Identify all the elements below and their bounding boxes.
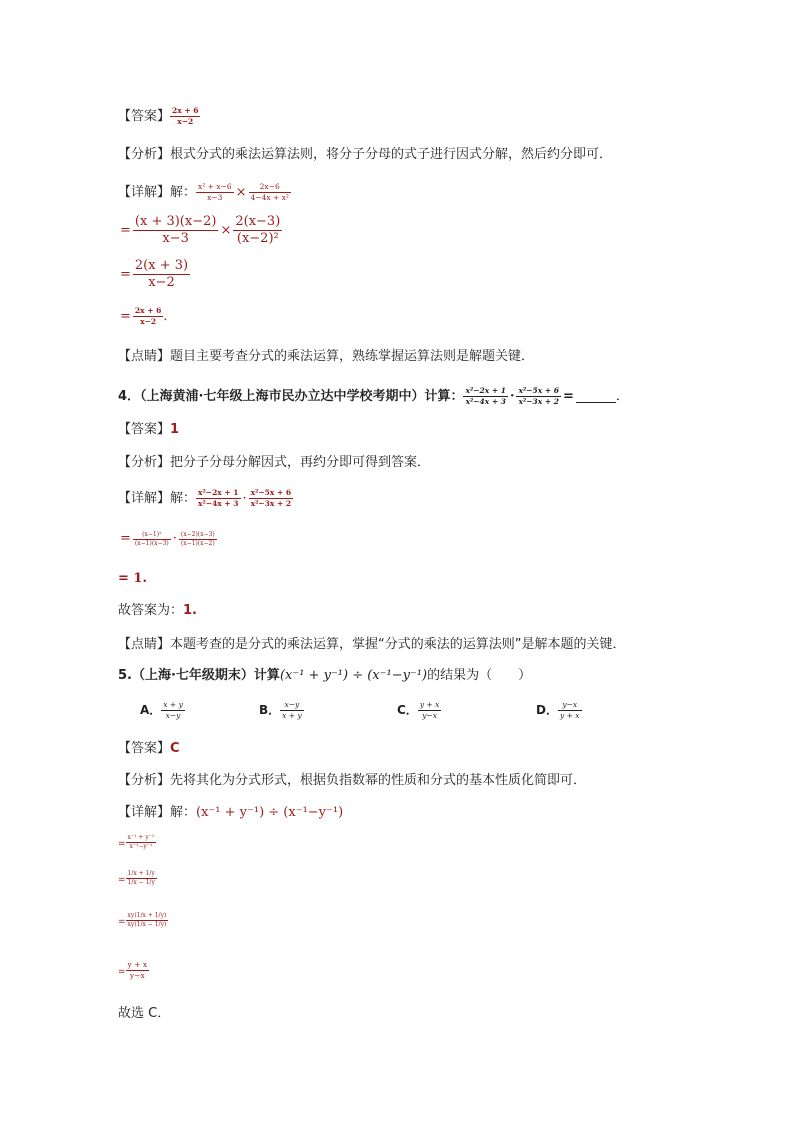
numerator: x²−2x + 1 [198, 488, 239, 497]
option-label: D． [536, 703, 558, 717]
numerator: 2(x−3) [235, 214, 281, 229]
analysis-label: 【分析】 [118, 147, 171, 162]
denominator: x−2 [148, 275, 175, 290]
denominator: x²−3x + 2 [518, 397, 559, 406]
denominator: x²−4x + 3 [465, 397, 506, 406]
q5-step4-fraction [126, 960, 150, 981]
option-fraction [558, 700, 582, 721]
q4-step2-line [118, 530, 217, 549]
comment-label: 【点睛】 [118, 349, 171, 364]
q4-analysis-text: 把分子分母分解因式，再约分即可得到答案． [170, 455, 431, 470]
numerator: x + y [163, 700, 183, 709]
option-label: B． [259, 703, 281, 717]
q3-analysis-text: 根式分式的乘法运算法则，将分子分母的式子进行因式分解，然后约分即可． [170, 147, 613, 162]
equals-sign: = [118, 875, 126, 885]
q3-step4-fraction [133, 306, 163, 327]
q3-step3-fraction [133, 258, 190, 291]
numerator: y + x [419, 700, 440, 709]
q4-stem-fraction-2 [516, 386, 560, 407]
equals-sign: = [120, 308, 131, 324]
q3-step2-line [118, 214, 282, 247]
denominator: x²−3x + 2 [250, 499, 292, 508]
q3-answer-line [118, 106, 200, 127]
q5-analysis-text: 先将其化为分式形式，根据负指数幂的性质和分式的基本性质化简即可． [170, 773, 587, 788]
q4-detail-fraction-1 [196, 488, 240, 509]
q4-step2-fraction-2 [179, 531, 217, 548]
q5-step3-line [118, 912, 168, 931]
denominator: x⁻¹−y⁻¹ [129, 843, 153, 850]
denominator: y−x [422, 711, 437, 720]
option-fraction [280, 700, 304, 721]
denominator: 1/x − 1/y [127, 879, 155, 886]
denominator: 4−4x + x² [250, 193, 289, 202]
q4-answer-line [118, 421, 179, 439]
q5-stem-suffix: 的结果为（ ） [427, 668, 532, 683]
numerator: y−x [558, 700, 582, 711]
q3-comment-text: 题目主要考查分式的乘法运算，熟练掌握运算法则是解题关键． [170, 349, 535, 364]
times-sign: × [235, 184, 247, 200]
q4-conclusion-line [118, 602, 197, 620]
q4-analysis-line [118, 454, 430, 472]
times-sign: × [220, 222, 232, 238]
q5-detail-expression: (x⁻¹ + y⁻¹) ÷ (x⁻¹−y⁻¹) [196, 805, 344, 820]
dot-sign: · [509, 388, 515, 404]
q4-step2-fraction-1 [133, 531, 171, 548]
q4-stem-prefix: 4．（上海黄浦·七年级上海市民办立达中学校考期中）计算： [118, 389, 464, 404]
q5-step1-line [118, 834, 156, 853]
detail-label: 【详解】 [118, 491, 171, 506]
q4-stem-line [118, 386, 629, 407]
numerator: 2(x + 3) [134, 258, 189, 273]
q3-step3-line [118, 258, 190, 291]
analysis-label: 【分析】 [118, 455, 171, 470]
denominator: y + x [559, 711, 580, 720]
q3-step2-fraction-1 [133, 214, 219, 247]
q4-detail-prefix: 解： [170, 491, 197, 506]
q4-detail-fraction-2 [249, 488, 293, 509]
q5-stem-expression: (x⁻¹ + y⁻¹) ÷ (x⁻¹−y⁻¹) [279, 668, 428, 683]
q5-option-c[interactable] [397, 700, 441, 721]
q3-analysis-line [118, 146, 612, 164]
q5-option-b[interactable] [259, 700, 304, 721]
numerator: 2x−6 [249, 182, 291, 193]
equals-sign: = [118, 917, 126, 927]
denominator: x−2 [177, 117, 194, 126]
option-label: C． [397, 703, 418, 717]
q3-step2-fraction-2 [233, 214, 282, 247]
option-fraction [161, 700, 185, 721]
option-fraction [418, 700, 442, 721]
q5-step1-fraction [126, 834, 157, 851]
equals-sign: = [120, 531, 131, 546]
numerator: x² + x−6 [198, 182, 232, 191]
denominator: x + y [282, 711, 302, 720]
q5-option-d[interactable] [536, 700, 582, 721]
dot-sign: · [242, 490, 247, 506]
numerator: y + x [127, 960, 148, 969]
numerator: xy(1/x + 1/y) [127, 912, 167, 919]
equals-sign: = [118, 839, 126, 849]
equals-sign: = [120, 266, 131, 282]
answer-label: 【答案】 [118, 422, 171, 437]
q3-detail-line [118, 182, 291, 203]
numerator: 2x + 6 [134, 306, 162, 315]
q4-comment-text: 本题考查的是分式的乘法运算，掌握“分式的乘法的运算法则”是解本题的关键． [170, 637, 626, 652]
q4-result-line: = 1. [118, 571, 147, 586]
answer-label: 【答案】 [118, 109, 171, 124]
denominator: x−y [165, 711, 181, 720]
q3-step1-fraction-2 [249, 182, 291, 203]
numerator: x−y [280, 700, 304, 711]
q4-answer-value: 1 [170, 422, 180, 437]
q5-detail-prefix: 解： [170, 805, 197, 820]
numerator: 1/x + 1/y [127, 870, 155, 877]
q5-stem-line [118, 667, 531, 685]
denominator: y−x [129, 971, 145, 980]
q5-option-a[interactable] [140, 700, 185, 721]
period: ． [163, 309, 177, 324]
numerator: x²−2x + 1 [465, 386, 506, 395]
detail-label: 【详解】 [118, 185, 171, 200]
q3-detail-prefix: 解： [170, 185, 197, 200]
q4-comment-line [118, 636, 626, 654]
numerator: (x + 3)(x−2) [134, 214, 217, 229]
dot-sign: · [172, 531, 177, 546]
denominator: (x−2)² [236, 231, 279, 246]
q5-answer-value: C [170, 741, 180, 756]
equals-sign: = [118, 967, 126, 977]
denominator: (x−1)(x−2) [180, 539, 215, 547]
denominator: x²−4x + 3 [198, 499, 239, 508]
equals-sign: = [120, 222, 131, 238]
denominator: x−3 [162, 231, 189, 246]
q3-step1-fraction-1 [196, 182, 234, 203]
q4-detail-line [118, 488, 293, 509]
q5-stem-prefix: 5.（上海·七年级期末）计算 [118, 668, 280, 683]
q5-conclusion-line: 故选 C． [118, 1006, 171, 1021]
q5-step2-fraction [126, 870, 157, 887]
q4-conclusion-prefix: 故答案为： [118, 603, 184, 618]
period: ． [615, 389, 629, 404]
denominator: x−3 [207, 193, 223, 202]
q3-answer-fraction [170, 106, 200, 127]
denominator: x−2 [140, 317, 157, 326]
analysis-label: 【分析】 [118, 773, 171, 788]
q5-step3-fraction [126, 912, 169, 929]
answer-blank [576, 390, 616, 403]
comment-label: 【点睛】 [118, 637, 171, 652]
option-label: A． [140, 703, 162, 717]
q5-step2-line [118, 870, 157, 889]
q5-detail-line [118, 804, 343, 822]
numerator: x²−5x + 6 [250, 488, 292, 497]
q3-step4-line [118, 306, 176, 327]
denominator: xy(1/x − 1/y) [127, 921, 167, 928]
q4-conclusion-value: 1. [183, 603, 197, 618]
detail-label: 【详解】 [118, 805, 171, 820]
q5-answer-line [118, 740, 180, 758]
answer-label: 【答案】 [118, 741, 171, 756]
numerator: x²−5x + 6 [518, 386, 559, 395]
numerator: (x−1)² [133, 531, 171, 540]
q5-analysis-line [118, 772, 586, 790]
numerator: (x−2)(x−3) [180, 530, 215, 538]
denominator: (x−1)(x−3) [134, 539, 169, 547]
equals-sign: = [562, 388, 574, 404]
q3-comment-line [118, 348, 534, 366]
q4-stem-fraction-1 [463, 386, 507, 407]
q5-step4-line [118, 960, 149, 981]
numerator: 2x + 6 [172, 106, 199, 115]
numerator: x⁻¹ + y⁻¹ [127, 834, 155, 841]
